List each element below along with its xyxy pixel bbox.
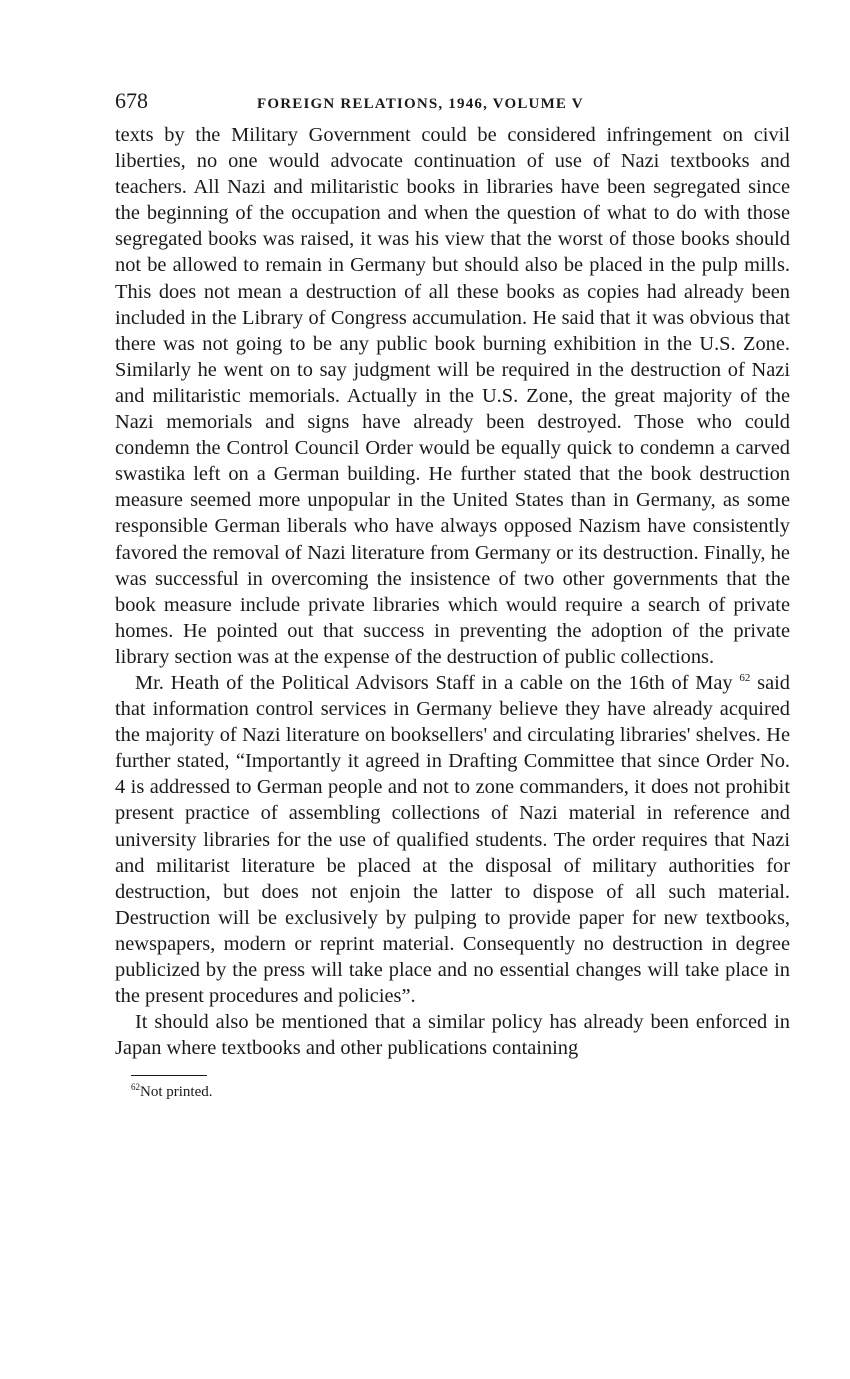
footnote-reference: 62 (739, 672, 751, 685)
body-paragraph-2 (115, 670, 790, 1009)
body-paragraph-1: texts by the Military Government could be considered infringement on civil liberties, no one would advocate continuation of use of Nazi textbooks and teachers. All Nazi and militaristic books in libraries have been segregated since the beginning of the occupation and when the question of what to do with those segregated books was raised, it was his view that the worst of those books should not be allowed to remain in Germany but should also be placed in the pulp mills. This does not mean a destruction of all these books as copies had already been included in the Library of Congress accumulation. He said that it was obvious that there was not going to be any public book burning exhibition in the U.S. Zone. Similarly he went on to say judgment will be required in the destruction of Nazi and militaristic memorials. Actually in the U.S. Zone, the great majority of the Nazi memorials and signs have already been destroyed. Those who could condemn the Control Council Order would be equally quick to condemn a carved swastika left on a German building. He further stated that the book destruction measure seemed more unpopular in the United States than in Germany, as some responsible German liberals who have always opposed Nazism have consistently favored the removal of Nazi literature from Germany or its destruction. Finally, he was successful in overcoming the insistence of two other governments that the book measure include private libraries which would require a search of private homes. He pointed out that success in preventing the adoption of the private library section was at the expense of the destruction of public collections. (115, 124, 790, 668)
paragraph-2-start: Mr. Heath of the Political Advisors Staff in a cable on the 16th of May (135, 671, 733, 694)
paragraph-2-rest: said that information control services in Germany believe they have already acquired the majority of Nazi literature on booksellers' and circulating libraries' shelves. He further stated, “Importantly it agreed in Drafting Committee that since Order No. 4 is addressed to German people and not to zone commanders, it does not prohibit present practice of assembling collections of Nazi material in reference and university libraries for the use of qualified students. The order requires that Nazi and militarist literature be placed at the disposal of military authorities for destruction, but does not enjoin the latter to dispose of all such material. Destruction will be exclusively by pulping to provide paper for new textbooks, newspapers, modern or reprint material. Consequently no destruction in degree publicized by the press will take place and no essential changes will take place in the present procedures and policies”. (115, 671, 790, 1008)
running-head (115, 88, 790, 122)
footnote-number: 62 (131, 1082, 140, 1093)
page-number: 678 (115, 88, 148, 113)
footnote-divider (131, 1075, 207, 1076)
document-page (115, 88, 790, 1101)
footnote-text: Not printed. (140, 1084, 213, 1101)
footnote (131, 1084, 790, 1101)
running-title: FOREIGN RELATIONS, 1946, VOLUME V (257, 96, 584, 112)
body-paragraph-3: It should also be mentioned that a similar policy has already been enforced in Japan where textbooks and other publications containing (115, 1011, 790, 1060)
